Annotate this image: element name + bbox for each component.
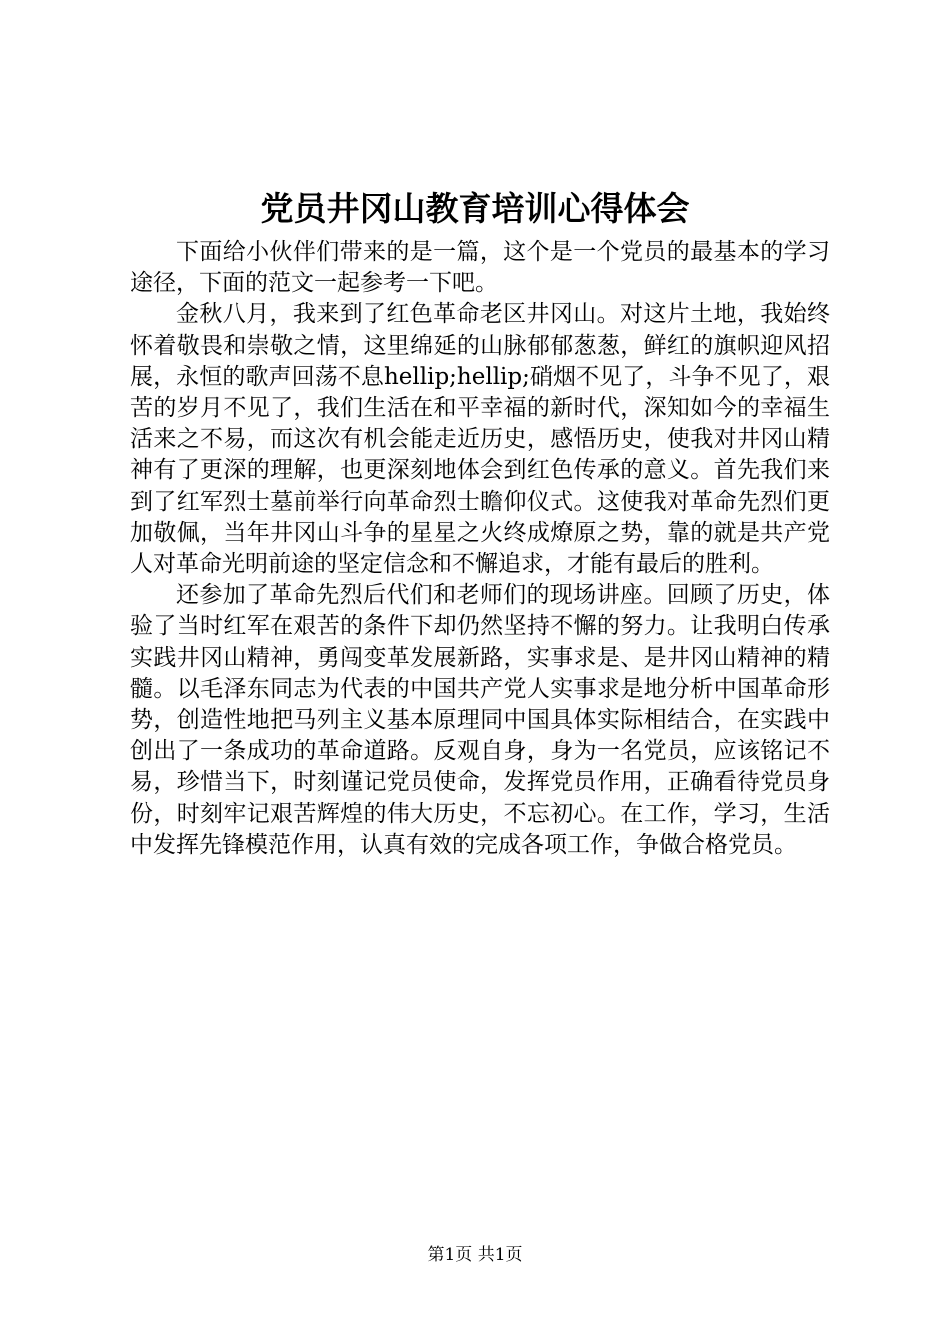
page-footer: 第1页 共1页 — [427, 1245, 523, 1265]
paragraph-visit: 金秋八月，我来到了红色革命老区井冈山。对这片土地，我始终怀着敬畏和崇敬之情，这里绵延的山脉郁郁葱葱，鲜红的旗帜迎风招展，永恒的歌声回荡不息hellip;hellip;硝烟不见了，斗争不见了，艰苦的岁月不见了，我们生活在和平幸福的新时代，深知如今的幸福生活来之不易，而这次有机会能走近历史，感悟历史，使我对井冈山精神有了更深的理解，也更深刻地体会到红色传承的意义。首先我们来到了红军烈士墓前举行向革命烈士瞻仰仪式。这使我对革命先烈们更加敬佩，当年井冈山斗争的星星之火终成燎原之势，靠的就是共产党人对革命光明前途的坚定信念和不懈追求，才能有最后的胜利。 — [130, 301, 830, 578]
document-title: 党员井冈山教育培训心得体会 — [260, 189, 690, 228]
paragraph-intro: 下面给小伙伴们带来的是一篇，这个是一个党员的最基本的学习途径，下面的范文一起参考一下吧。 — [130, 239, 830, 297]
document-body — [130, 237, 830, 861]
paragraph-lecture: 还参加了革命先烈后代们和老师们的现场讲座。回顾了历史，体验了当时红军在艰苦的条件下却仍然坚持不懈的努力。让我明白传承实践井冈山精神，勇闯变革发展新路，实事求是、是井冈山精神的精髓。以毛泽东同志为代表的中国共产党人实事求是地分析中国革命形势，创造性地把马列主义基本原理同中国具体实际相结合，在实践中创出了一条成功的革命道路。反观自身，身为一名党员，应该铭记不易，珍惜当下，时刻谨记党员使命，发挥党员作用，正确看待党员身份，时刻牢记艰苦辉煌的伟大历史，不忘初心。在工作，学习，生活中发挥先锋模范作用，认真有效的完成各项工作，争做合格党员。 — [130, 582, 830, 858]
